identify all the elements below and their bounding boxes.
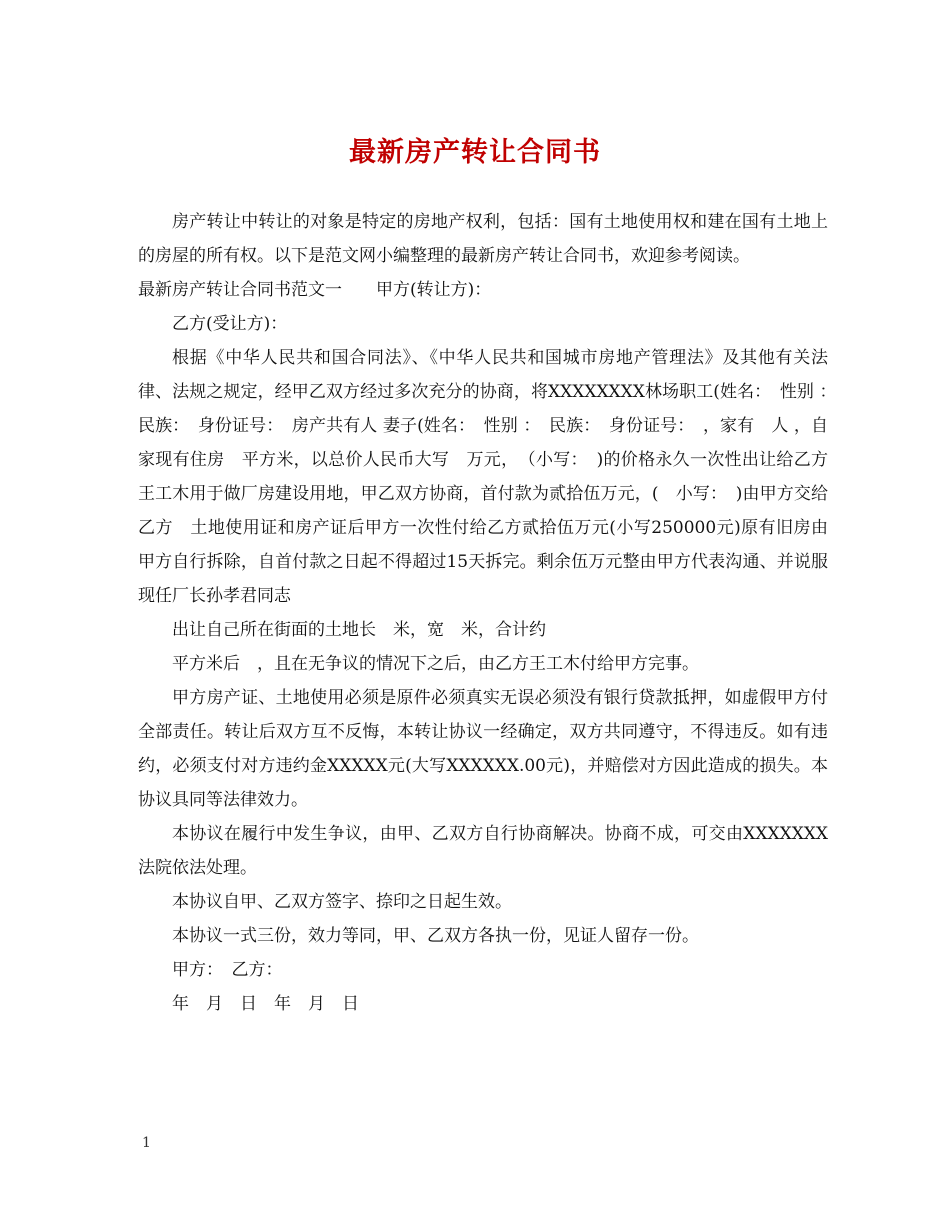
document-body: [138, 205, 845, 1021]
liability-paragraph: 甲方房产证、土地使用必须是原件必须真实无误必须没有银行贷款抵押，如虚假甲方付全部责任。转让后双方互不反悔，本转让协议一经确定，双方共同遵守，不得违反。如有违约，必须支付对方违约金XXXXX元(大写XXXXXX.00元)，并赔偿对方因此造成的损失。本协议具同等法律效力。: [138, 688, 828, 810]
signature-parties-line: 甲方： 乙方：: [172, 960, 283, 980]
sample-heading-party-a: 最新房产转让合同书范文一 甲方(转让方)：: [138, 280, 492, 300]
document-title: 最新房产转让合同书: [349, 137, 601, 168]
signature-date-line: 年 月 日 年 月 日: [172, 994, 359, 1014]
contract-terms-paragraph: 根据《中华人民共和国合同法》、《中华人民共和国城市房地产管理法》及其他有关法律、法规之规定，经甲乙双方经过多次充分的协商，将XXXXXXXX林场职工(姓名： 性别 ： 民族： 身份证号： 房产共有人 妻子(姓名： 性别 ： 民族： 身份证号： ，家有 人 ，自家现有住房 平方米，以总价人民币大写 万元， （小写： )的价格永久一次性出让给乙方王工木用于做厂房建设用地，甲乙双方协商，首付款为贰拾伍万元，( 小写： )由甲方交给乙方 土地使用证和房产证后甲方一次性付给乙方贰拾伍万元(小写250000元)原有旧房由甲方自行拆除，自首付款之日起不得超过15天拆完。剩余伍万元整由甲方代表沟通、并说服现任厂长孙孝君同志: [138, 348, 845, 606]
payment-completion-line: 平方米后 ，且在无争议的情况下之后，由乙方王工木付给甲方完事。: [172, 654, 699, 674]
party-b-line: 乙方(受让方)：: [172, 314, 288, 334]
effective-date-line: 本协议自甲、乙双方签字、捺印之日起生效。: [172, 892, 512, 912]
intro-paragraph: 房产转让中转让的对象是特定的房地产权利，包括：国有土地使用权和建在国有土地上的房屋的所有权。以下是范文网小编整理的最新房产转让合同书，欢迎参考阅读。: [138, 212, 828, 266]
dispute-paragraph: 本协议在履行中发生争议，由甲、乙双方自行协商解决。协商不成，可交由XXXXXXX法院依法处理。: [138, 824, 828, 878]
page-number: 1: [142, 1135, 151, 1151]
land-transfer-line: 出让自己所在街面的土地长 米，宽 米，合计约: [172, 620, 546, 640]
copies-line: 本协议一式三份，效力等同，甲、乙双方各执一份，见证人留存一份。: [172, 926, 699, 946]
